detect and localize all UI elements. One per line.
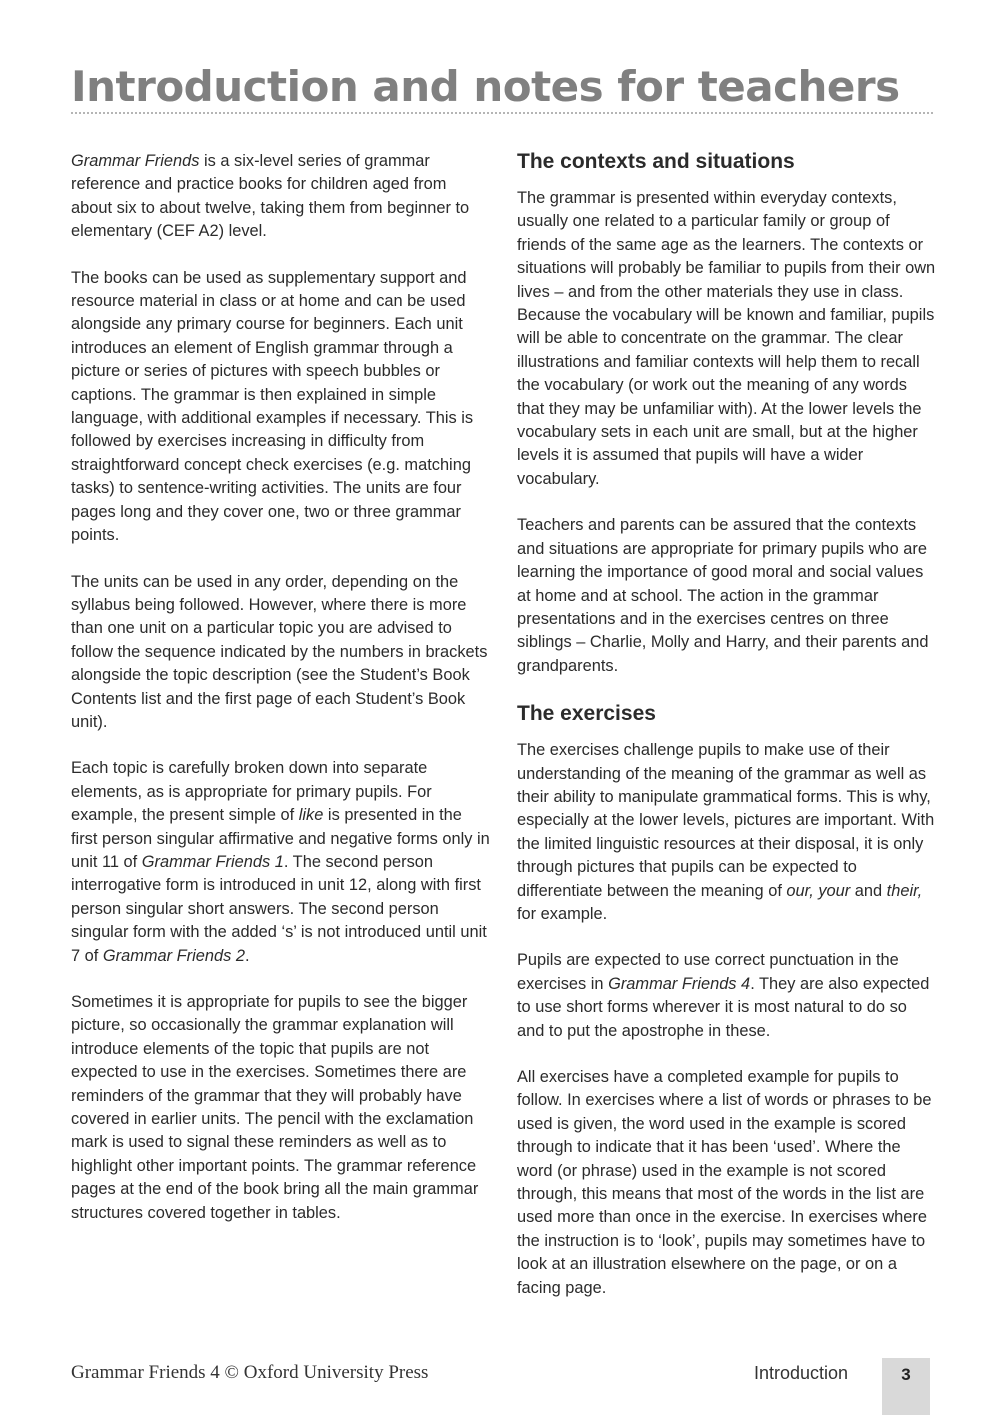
paragraph-examples: All exercises have a completed example for pupils to follow. In exercises where a list of words or phrases to be used is given, the word used in the example is scored through to indicate that it has been ‘used’. Where the word (or phrase) used in the example is not scored through, this means that most of the words in the list are used more than once in the exercise. In exercises where the instruction is to ‘look’, pupils may sometimes have to look at an illustration elsewhere on the page, or on a facing page. bbox=[517, 1068, 932, 1297]
paragraph-bigger-picture: Sometimes it is appropriate for pupils to see the bigger picture, so occasionally the grammar explanation will introduce elements of the topic that pupils are not expected to use in the exercises. Sometimes there are reminders of the grammar that they will probably have covered in earlier units. The pencil with the exclamation mark is used to signal these reminders as well as to highlight other important points. The grammar reference pages at the end of the book bring all the main grammar structures covered together in tables. bbox=[71, 993, 479, 1222]
paragraph-contexts: The grammar is presented within everyday contexts, usually one related to a particular family or group of friends of the same age as the learners. The contexts or situations will probably be familiar to pupils from their own lives – and from the other materials they use in class. Because the vocabulary will be known and familiar, pupils will be able to concentrate on the grammar. The clear illustrations and familiar contexts will help them to recall the vocabulary (or work out the meaning of any words that they may be unfamiliar with). At the lower levels the vocabulary sets in each unit are small, but at the higher levels it is assumed that pupils will have a wider vocabulary. bbox=[517, 189, 936, 488]
title-divider bbox=[71, 112, 933, 114]
paragraph-topic-breakdown: Each topic is carefully broken down into separate elements, as is appropriate for primary pupils. For example, the present simple of like is presented in the first person singular affirmative and negative forms only in unit 11 of Grammar Friends 1. The second person interrogative form is introduced in unit 12, along with first person singular short answers. The second person singular form with the added ‘s’ is not introduced until unit 7 of Grammar Friends 2. bbox=[71, 759, 490, 965]
heading-exercises: The exercises bbox=[517, 702, 656, 726]
footer-copyright: Grammar Friends 4 © Oxford University Press bbox=[71, 1362, 429, 1383]
right-column bbox=[517, 150, 937, 1323]
heading-contexts: The contexts and situations bbox=[517, 150, 795, 173]
paragraph-book-usage: The books can be used as supplementary support and resource material in class or at home and can be used alongside any primary course for beginners. Each unit introduces an element of English grammar through a picture or series of pictures with speech bubbles or captions. The grammar is then explained in simple language, with additional examples if necessary. This is followed by exercises increasing in difficulty from straightforward concept check exercises (e.g. matching tasks) to sentence-writing activities. The units are four pages long and they cover one, two or three grammar points. bbox=[71, 268, 474, 545]
paragraph-punctuation: Pupils are expected to use correct punctuation in the exercises in Grammar Friends 4. They are also expected to use short forms wherever it is most natural to do so and to put the apostrophe in these. bbox=[517, 951, 930, 1040]
paragraph-values: Teachers and parents can be assured that the contexts and situations are appropriate for primary pupils who are learning the importance of good moral and social values at home and at school. The action in the grammar presentations and in the exercises centres on three siblings – Charlie, Molly and Harry, and their parents and grandparents. bbox=[517, 516, 929, 675]
page-number: 3 bbox=[901, 1365, 911, 1384]
footer-section-label: Introduction bbox=[754, 1363, 849, 1383]
left-column bbox=[71, 150, 491, 1248]
page-number-box bbox=[882, 1358, 930, 1415]
paragraph-series-overview: Grammar Friends is a six-level series of grammar reference and practice books for children aged from about six to about twelve, taking them from beginner to elementary (CEF A2) level. bbox=[71, 152, 470, 241]
page-title: Introduction and notes for teachers bbox=[71, 62, 900, 111]
paragraph-unit-order: The units can be used in any order, depending on the syllabus being followed. However, where there is more than one unit on a particular topic you are advised to follow the sequence indicated by the numbers in brackets alongside the topic description (see the Student’s Book Contents list and the first page of each Student’s Book unit). bbox=[71, 572, 488, 731]
paragraph-exercises-challenge: The exercises challenge pupils to make use of their understanding of the meaning of the grammar as well as their ability to manipulate grammatical forms. This is why, especially at the lower levels, pictures are important. With the limited linguistic resources at their disposal, it is only through pictures that pupils can be expected to differentiate between the meaning of our, your and their, for example. bbox=[517, 741, 935, 923]
